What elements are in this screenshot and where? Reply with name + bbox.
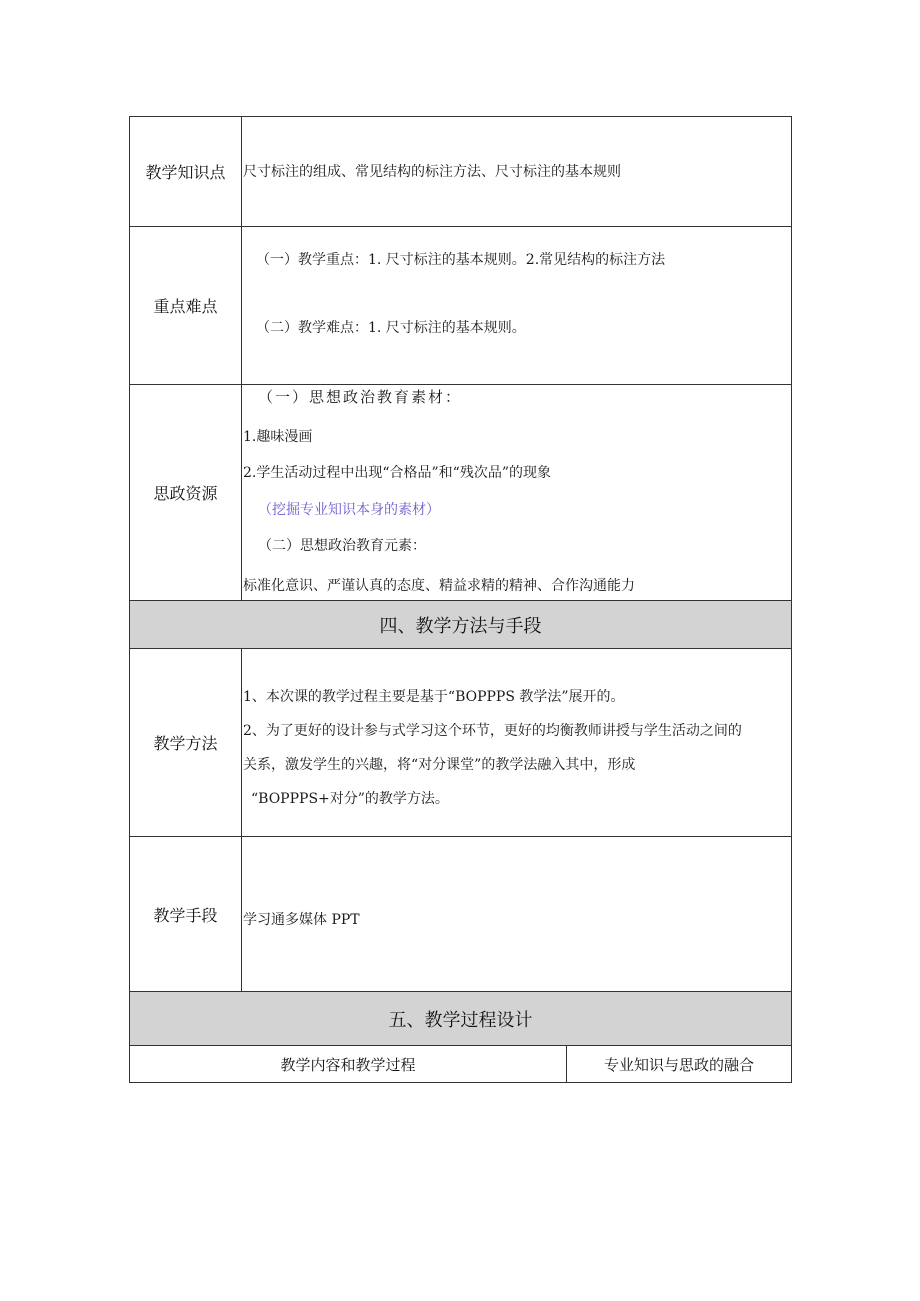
knowledge-points-row	[130, 117, 791, 227]
teaching-difficulty-text: （二）教学难点：1. 尺寸标注的基本规则。	[256, 320, 526, 336]
knowledge-points-text: 尺寸标注的组成、常见结构的标注方法、尺寸标注的基本规则	[243, 164, 621, 180]
ideological-resources-content	[242, 385, 791, 600]
method-line-1: 1、本次课的教学过程主要是基于“BOPPPS 教学法”展开的。	[243, 689, 625, 705]
material-heading: （一）思想政治教育素材：	[258, 388, 463, 406]
elements-heading: （二）思想政治教育元素：	[258, 538, 426, 554]
teaching-means-content	[242, 837, 791, 991]
key-difficulties-content	[242, 227, 791, 384]
method-line-2: 2、为了更好的设计参与式学习这个环节，更好的均衡教师讲授与学生活动之间的	[243, 723, 742, 739]
section-five-header	[130, 992, 791, 1046]
ideological-resources-row	[130, 385, 791, 601]
method-line-4: “BOPPPS+对分”的教学方法。	[251, 791, 449, 807]
teaching-means-text: 学习通多媒体 PPT	[243, 912, 360, 928]
section-four-title: 四、教学方法与手段	[379, 615, 542, 637]
material-note: （挖掘专业知识本身的素材）	[258, 502, 440, 518]
process-header-row	[130, 1046, 791, 1082]
knowledge-points-label: 教学知识点	[130, 117, 242, 226]
key-difficulties-row	[130, 227, 791, 385]
process-header-right: 专业知识与思政的融合	[603, 1055, 754, 1074]
material-item-comic: 1.趣味漫画	[243, 429, 313, 445]
teaching-method-row	[130, 649, 791, 837]
teaching-method-content	[242, 649, 791, 836]
teaching-method-label: 教学方法	[130, 649, 242, 836]
knowledge-points-content	[242, 117, 791, 226]
ideological-resources-label: 思政资源	[130, 385, 242, 600]
teaching-focus-text: （一）教学重点：1. 尺寸标注的基本规则。2.常见结构的标注方法	[256, 252, 666, 268]
method-line-3: 关系，激发学生的兴趣，将“对分课堂”的教学法融入其中，形成	[243, 757, 636, 773]
teaching-means-label: 教学手段	[130, 837, 242, 991]
section-four-header	[130, 601, 791, 649]
elements-text: 标准化意识、严谨认真的态度、精益求精的精神、合作沟通能力	[243, 578, 635, 594]
key-difficulties-label: 重点难点	[130, 227, 242, 384]
process-header-left: 教学内容和教学过程	[130, 1046, 567, 1082]
material-item-products: 2.学生活动过程中出现“合格品”和“残次品”的现象	[243, 465, 551, 481]
section-five-title: 五、教学过程设计	[388, 1009, 533, 1031]
lesson-plan-table	[129, 116, 792, 1083]
teaching-means-row	[130, 837, 791, 992]
